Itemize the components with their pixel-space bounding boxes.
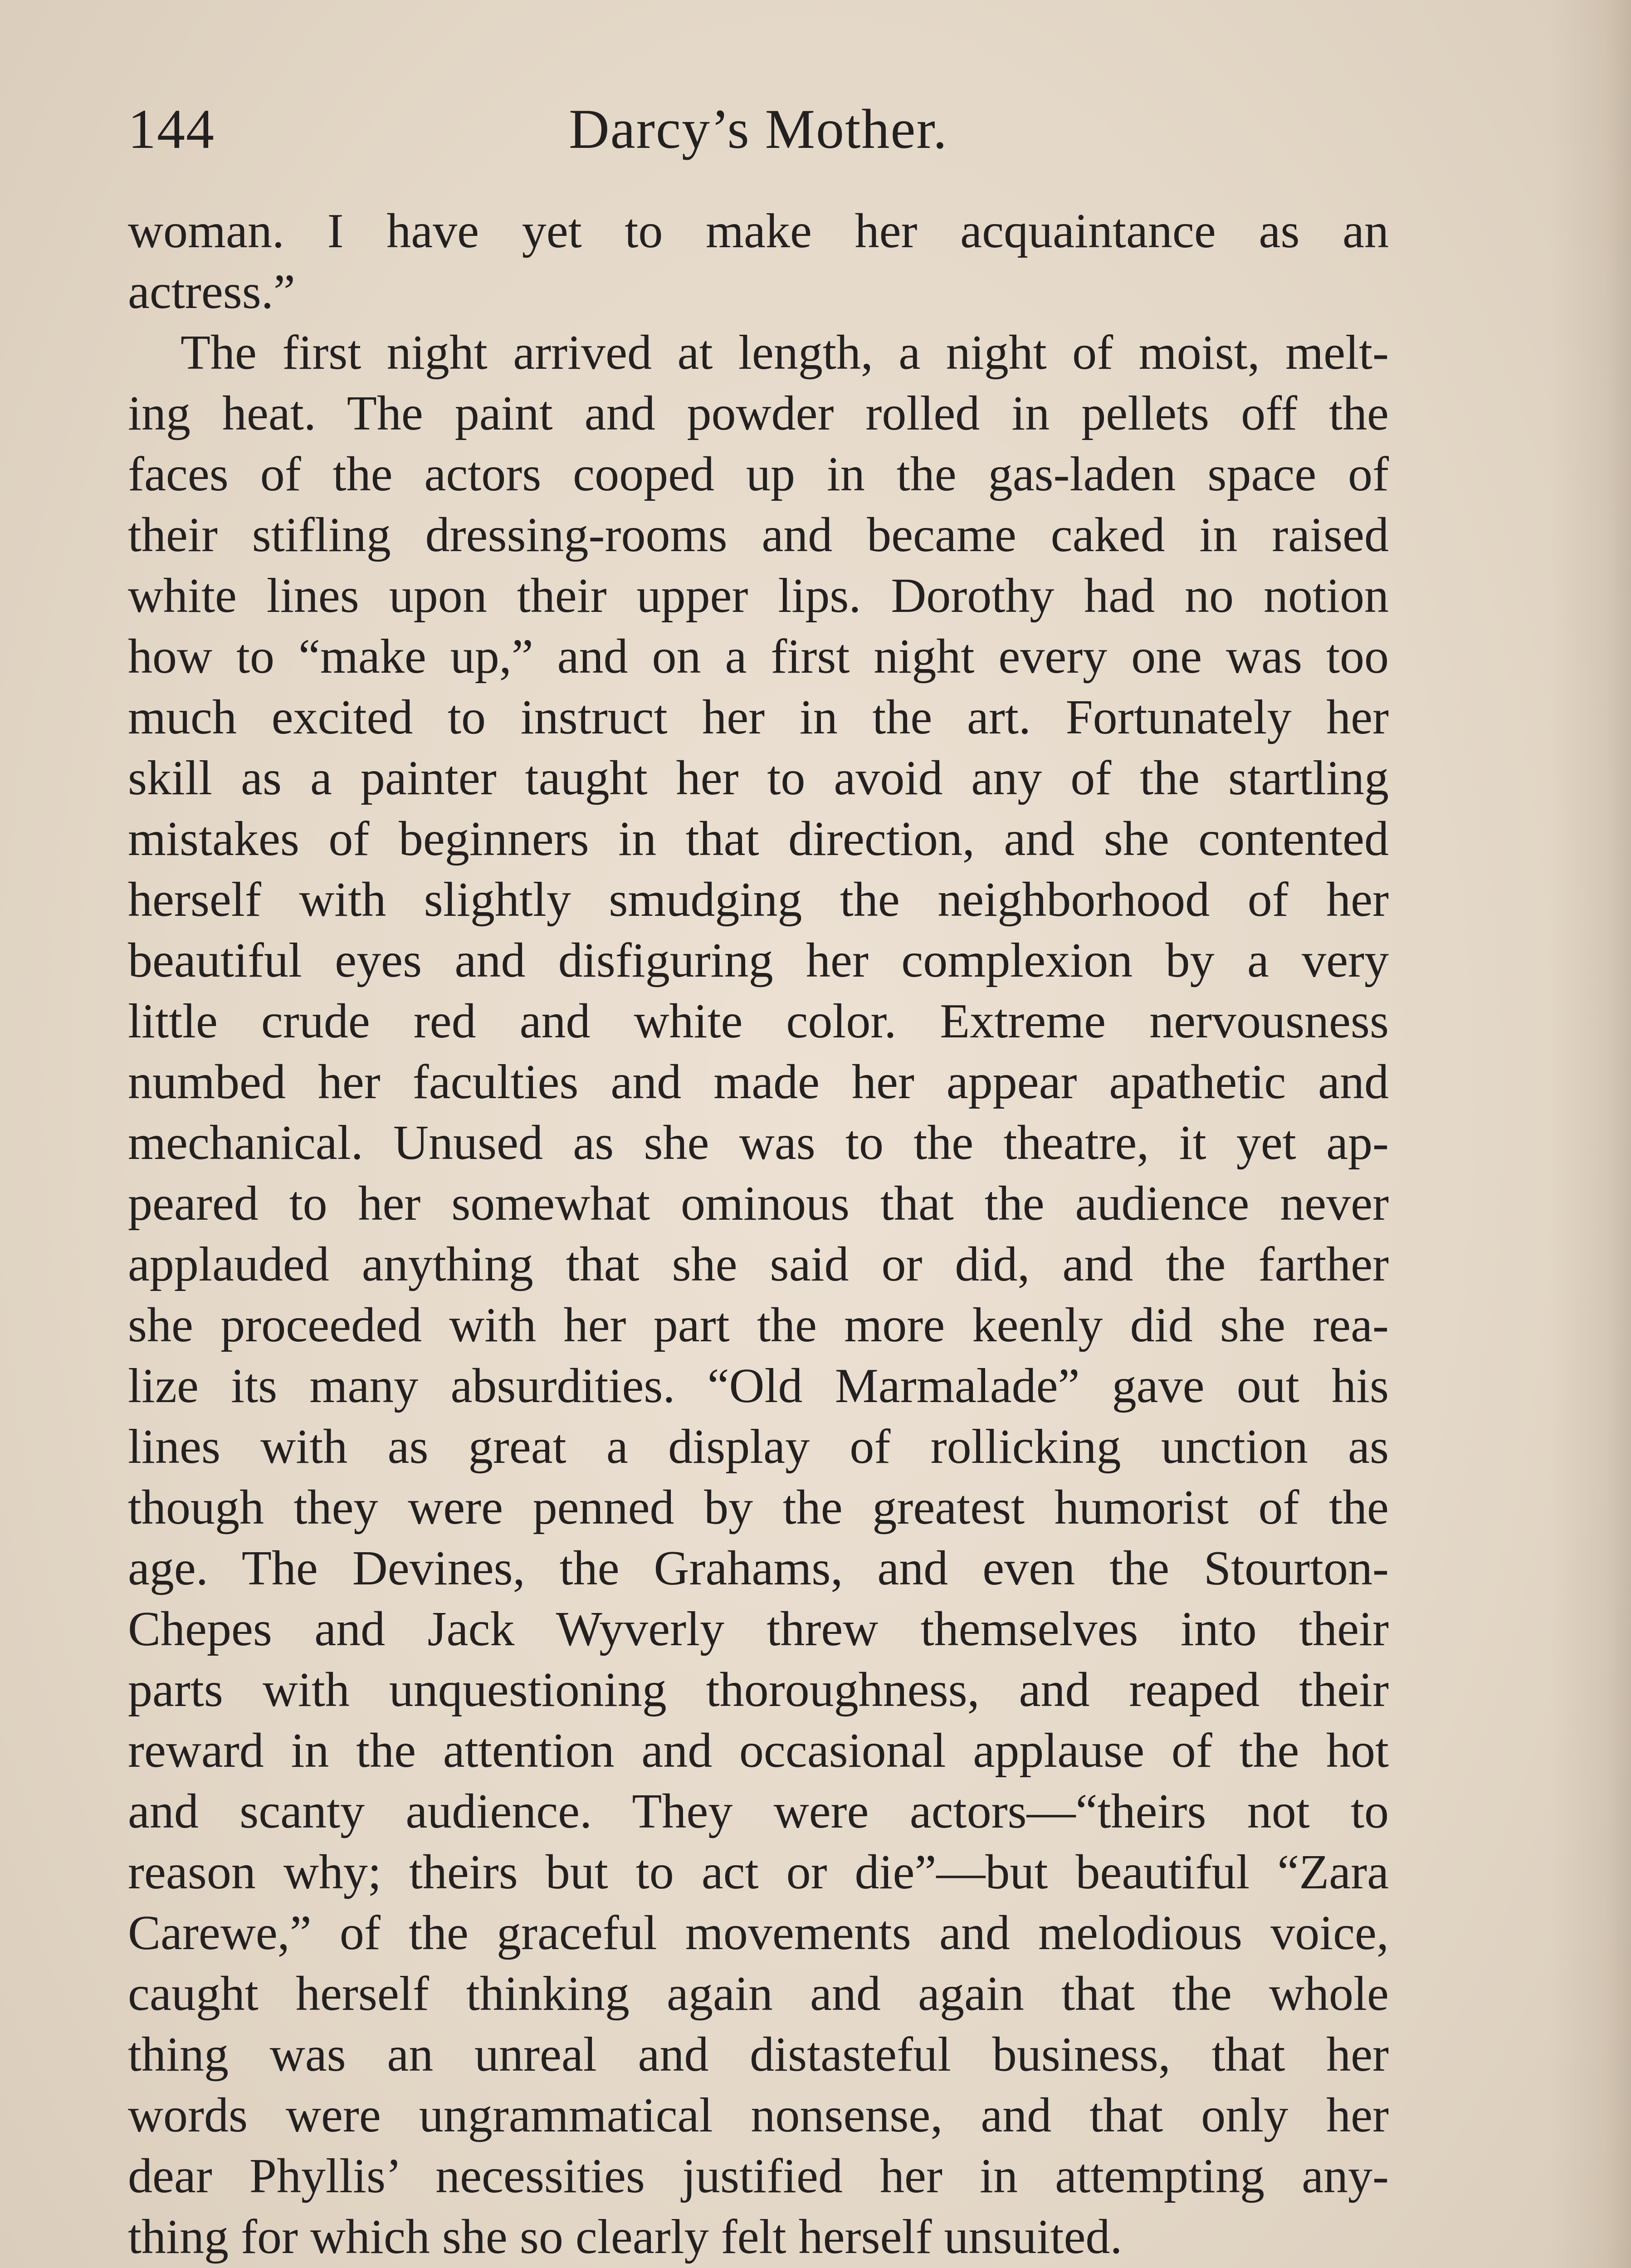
text-line: beautiful eyes and disfiguring her complexion by a very <box>128 934 1389 987</box>
text-line: Carewe,” of the graceful movements and melodious voice, <box>128 1906 1389 1960</box>
text-line: faces of the actors cooped up in the gas-laden space of <box>128 447 1389 501</box>
text-line: lize its many absurdities. “Old Marmalade” gave out his <box>128 1359 1389 1413</box>
text-line: herself with slightly smudging the neighborhood of her <box>128 873 1389 927</box>
text-line: dear Phyllis’ necessities justified her in attempting any- <box>128 2149 1389 2203</box>
text-line: mistakes of beginners in that direction, and she contented <box>128 812 1389 866</box>
text-line: reason why; theirs but to act or die”—but beautiful “Zara <box>128 1845 1389 1899</box>
text-line: caught herself thinking again and again that the whole <box>128 1967 1389 2021</box>
running-title: Darcy’s Mother. <box>569 98 948 160</box>
text-line: woman. I have yet to make her acquaintance as an <box>128 204 1389 258</box>
text-line: white lines upon their upper lips. Dorothy had no notion <box>128 569 1389 623</box>
text-line: Chepes and Jack Wyverly threw themselves into their <box>128 1602 1389 1656</box>
text-line: numbed her faculties and made her appear apathetic and <box>128 1055 1389 1109</box>
text-line: actress.” <box>128 265 295 319</box>
text-line: skill as a painter taught her to avoid any of the startling <box>128 751 1389 805</box>
text-line: how to “make up,” and on a first night every one was too <box>128 630 1389 684</box>
text-line: she proceeded with her part the more keenly did she rea- <box>128 1298 1389 1352</box>
body-text <box>128 201 1389 2268</box>
text-line: age. The Devines, the Grahams, and even the Stourton- <box>128 1541 1389 1595</box>
text-line: reward in the attention and occasional applause of the hot <box>128 1724 1389 1778</box>
text-line: peared to her somewhat ominous that the audience never <box>128 1177 1389 1231</box>
page-edge-shadow <box>1549 0 1631 2268</box>
page-header <box>128 95 1389 168</box>
text-line: lines with as great a display of rollicking unction as <box>128 1420 1389 1474</box>
text-line: ing heat. The paint and powder rolled in pellets off the <box>128 386 1389 440</box>
text-line: little crude red and white color. Extreme nervousness <box>128 994 1389 1048</box>
text-line: their stifling dressing-rooms and became caked in raised <box>128 508 1389 562</box>
text-line: thing for which she so clearly felt herself unsuited. <box>128 2210 1123 2264</box>
text-line: and scanty audience. They were actors—“theirs not to <box>128 1784 1389 1838</box>
page-number: 144 <box>128 98 215 160</box>
text-line: much excited to instruct her in the art. Fortunately her <box>128 690 1389 744</box>
text-line: words were ungrammatical nonsense, and that only her <box>128 2088 1389 2142</box>
text-line: mechanical. Unused as she was to the theatre, it yet ap- <box>128 1116 1389 1170</box>
text-line: thing was an unreal and distasteful business, that her <box>128 2028 1389 2082</box>
text-line: The first night arrived at length, a night of moist, melt- <box>181 326 1389 380</box>
text-line: though they were penned by the greatest humorist of the <box>128 1481 1389 1535</box>
text-line: applauded anything that she said or did, and the farther <box>128 1237 1389 1291</box>
text-line: parts with unquestioning thoroughness, and reaped their <box>128 1663 1389 1717</box>
